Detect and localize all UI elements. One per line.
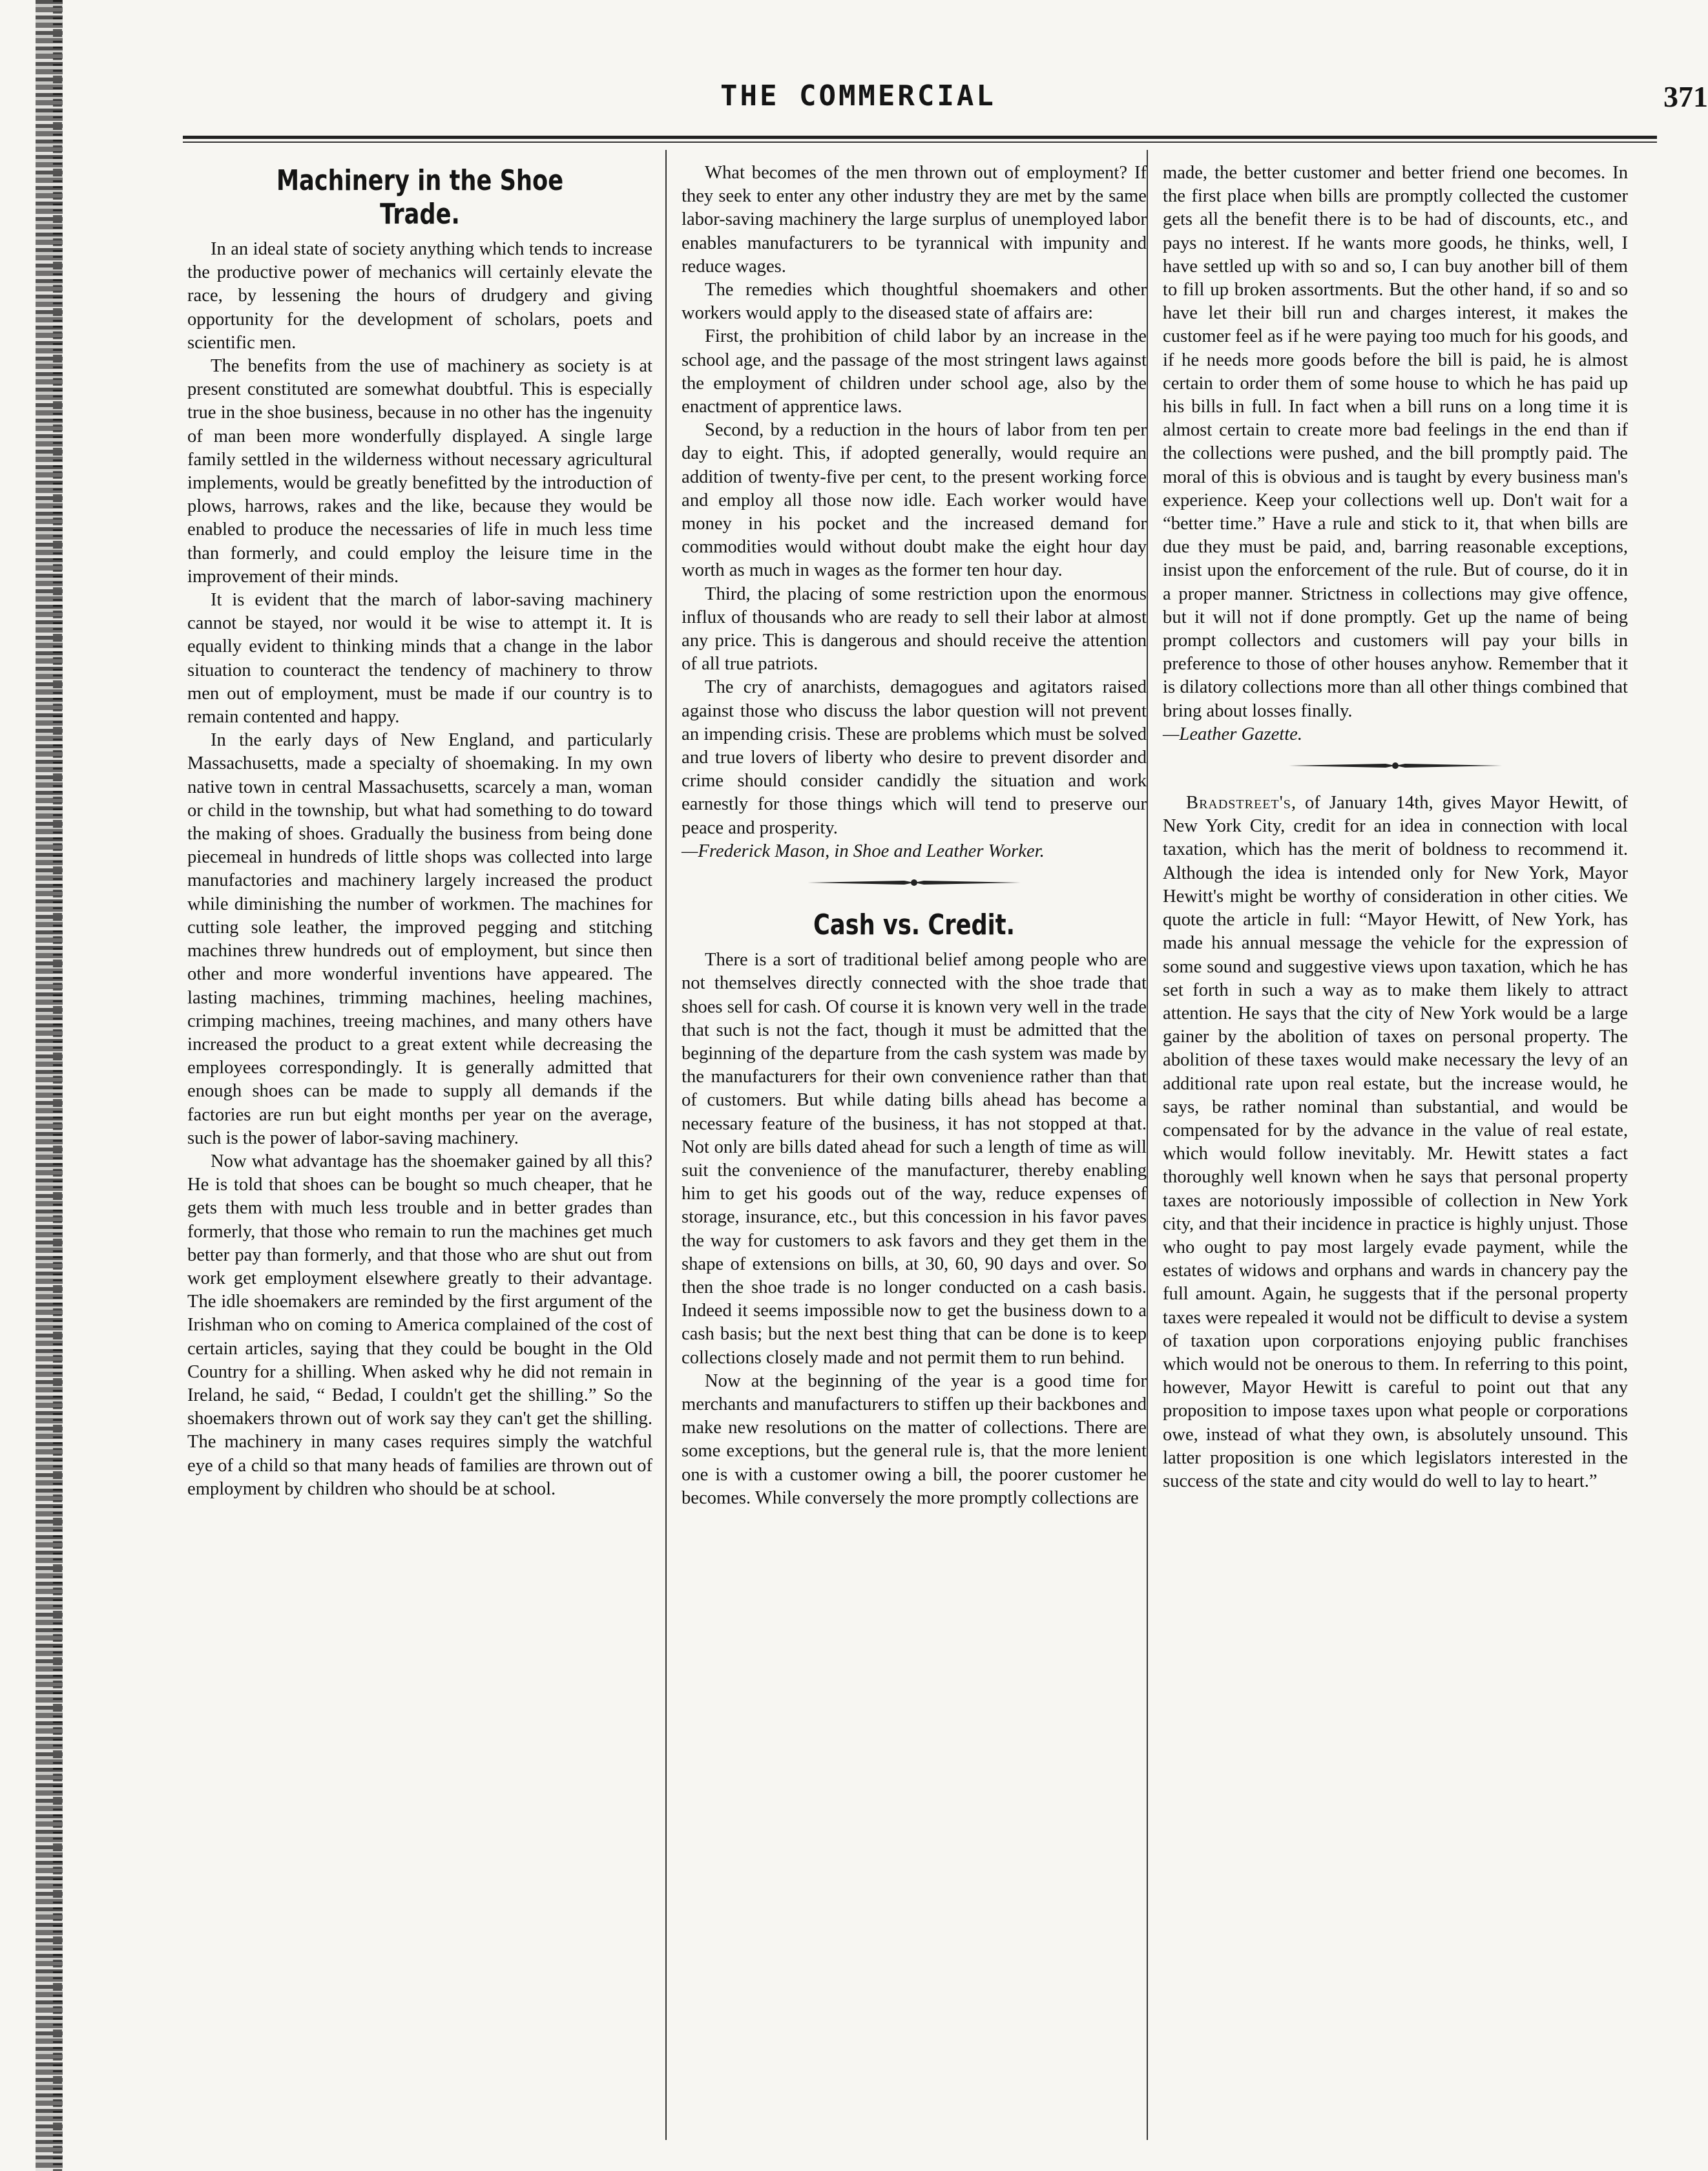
- ornament-rule-icon: [1289, 759, 1502, 772]
- column-1: [187, 162, 652, 1501]
- ornament-rule-icon: [807, 876, 1021, 889]
- scan-edge-texture: [53, 0, 62, 2171]
- paragraph: In an ideal state of society anything which tends to increase the productive power of mechanics will certainly elevate the race, by lessening the hours of drudgery and giving opportunity for the development of scholars, poets and scientific men.: [187, 239, 652, 353]
- header-rule: [183, 136, 1657, 143]
- section-separator: [1163, 759, 1628, 775]
- attribution: —Leather Gazette.: [1163, 724, 1303, 744]
- paragraph: Third, the placing of some restriction upon the enormous influx of thousands who are ready to sell their labor at almost any price. This is dangerous and should receive the attention of all true patriots.: [682, 583, 1147, 675]
- paragraph: First, the prohibition of child labor by an increase in the school age, and the passage of the most stringent laws against the employment of children under school age, also by the enactment of apprentice laws.: [682, 326, 1147, 417]
- paragraph: made, the better customer and better friend one becomes. In the first place when bills are promptly collected the customer gets all the benefit there is to be had of discounts, etc., and pays no interest. If he wants more goods, he thinks, well, I have settled up with so and so, I can buy another bill of them to fill up broken assortments. But the other hand, if so and so have let their bill run and charges interest, it makes the customer feel as if he were paying too much for his goods, and if he needs more goods before the bill is paid, he is almost certain to order them of some house to which he has paid up his bills in full. In fact when a bill runs on a long time it is almost certain to create more bad feelings in the end than if the collections were pushed, and the bill promptly paid. The moral of this is obvious and is taught by every business man's experience. Keep your collections well up. Don't wait for a “better time.” Have a rule and stick to it, that when bills are due they must be paid, and, barring reasonable exceptions, insist upon the enforcement of the rule. But of course, do it in a proper manner. Strictness in collections may give offence, but it will not if done promptly. Get up the name of being prompt collectors and customers will pay your bills in preference to those of other houses anyhow. Remember that it is dilatory collections more than all other things combined that bring about losses finally.: [1163, 163, 1628, 721]
- page-number: 371: [1663, 80, 1708, 113]
- headline-machinery: Machinery in the Shoe Trade.: [276, 164, 564, 231]
- column-divider-2: [1147, 150, 1148, 2140]
- paragraph: Now at the beginning of the year is a good time for merchants and manufacturers to stiffen up their backbones and make new resolutions on the matter of collections. There are some exceptions, but the general rule is, that the more lenient one is with a customer owing a bill, the poorer customer he becomes. While conversely the more promptly collections are: [682, 1370, 1147, 1508]
- column-3: [1163, 162, 1628, 1493]
- paragraph: The benefits from the use of machinery as society is at present constituted are somewhat doubtful. This is especially true in the shoe business, because in no other has the ingenuity of man been more wonderfully displayed. A single large family settled in the wilderness without necessary agricultural implements, would be greatly benefitted by the introduction of plows, harrows, rakes and the like, because they would be enabled to produce the necessaries of life in much less time than formerly, and could employ the leisure time in the improvement of their minds.: [187, 356, 652, 587]
- bradstreet-body: , of January 14th, gives Mayor Hewitt, of New York City, credit for an idea in connection with local taxation, which has the merit of boldness to recommend it. Although the idea is intended only for New York, Mayor Hewitt's might be worthy of consideration in other cities. We quote the article in full: “Mayor Hewitt, of New York, has made his annual message the vehicle for the expression of some sound and suggestive views upon taxation, which he has set forth in such a way as to make them likely to attract attention. He says that the city of New York would be a large gainer by the abolition of taxes on personal property. The abolition of these taxes would make necessary the levy of an additional rate upon real estate, but the increase would, he says, be rather nominal than substantial, and would be compensated for by the advance in the value of real estate, which would follow inevitably. Mr. Hewitt states a fact thoroughly well known when he says that personal property taxes are notoriously impossible of collection in New York city, and that their incidence in practice is highly unjust. Those who ought to pay most largely evade payment, while the estates of widows and orphans and wards in chancery pay the full amount. Again, he suggests that if the personal property taxes were repealed it would not be difficult to devise a system of taxation upon corporations enjoying public franchises which would not be onerous to them. In referring to this point, however, Mayor Hewitt is careful to point out that any proposition to impose taxes upon what people or corporations owe, instead of what they own, is absolutely unsound. This latter proposition is one which legislators interested in the success of the state and city would do well to lay to heart.”: [1163, 793, 1628, 1491]
- masthead-title: THE COMMERCIAL: [720, 79, 996, 112]
- column-divider-1: [665, 150, 667, 2140]
- paragraph: Now what advantage has the shoemaker gained by all this? He is told that shoes can be bought so much cheaper, that he gets them with much less trouble and in better grades than formerly, that those who remain to run the machines get much better pay than formerly, and that those who are shut out from work get employment elsewhere greatly to their advantage. The idle shoemakers are reminded by the first argument of the Irishman who on coming to America complained of the cost of certain articles, saying that they could be bought in the Old Country for a shilling. When asked why he did not remain in Ireland, he said, “ Bedad, I couldn't get the shilling.” So the shoemakers thrown out of work say they can't get the shilling. The machinery in many cases requires simply the watchful eye of a child so that many heads of families are thrown out of employment by children who should be at school.: [187, 1151, 652, 1499]
- page-header: [184, 76, 1708, 134]
- headline-cash-credit: Cash vs. Credit.: [813, 908, 1015, 942]
- paragraph: Second, by a reduction in the hours of labor from ten per day to eight. This, if adopted generally, would require an addition of twenty-five per cent, to the present working force and employ all those now idle. Each worker would have money in his pocket and the increased demand for commodities would without doubt make the eight hour day worth as much in wages as the former ten hour day.: [682, 420, 1147, 581]
- paragraph: There is a sort of traditional belief among people who are not themselves directly connected with the shoe trade that shoes sell for cash. Of course it is known very well in the trade that such is not the fact, though it must be admitted that the beginning of the departure from the cash system was made by the manufacturers for their own convenience rather than that of customers. But while dating bills ahead has become a necessary feature of the business, it has not stopped at that. Not only are bills dated ahead for such a length of time as will suit the convenience of the manufacturer, thereby enabling him to get his goods out of the way, reduce expenses of storage, insurance, etc., but this concession in his favor paves the way for customers to ask favors and they get them in the shape of extensions on bills, at 30, 60, 90 days and over. So then the shoe trade is no longer conducted on a cash basis. Indeed it seems impossible now to get the business down to a cash basis; but the next best thing that can be done is to keep collections closely made and not permit them to run behind.: [682, 950, 1147, 1368]
- paragraph: It is evident that the march of labor-saving machinery cannot be stayed, nor would it be wise to attempt it. It is equally evident to thinking minds that a change in the labor situation to counteract the tendency of machinery to throw men out of employment, must be made if our country is to remain contented and happy.: [187, 590, 652, 728]
- bradstreet-lead: Bradstreet's: [1186, 793, 1291, 813]
- column-2: [682, 162, 1147, 1510]
- section-separator: [682, 876, 1147, 892]
- paragraph: What becomes of the men thrown out of employment? If they seek to enter any other industry they are met by the same labor-saving machinery the large surplus of unemployed labor enables manufacturers to be tyrannical with impunity and reduce wages.: [682, 163, 1147, 277]
- paragraph-bradstreet: [1163, 792, 1628, 1493]
- paragraph: The cry of anarchists, demagogues and agitators raised against those who discuss the labor question will not prevent an impending crisis. These are problems which must be solved and true lovers of liberty who desire to prevent disorder and crime should consider candidly the situation and work earnestly for those things which will tend to preserve our peace and prosperity.: [682, 677, 1147, 838]
- paragraph: In the early days of New England, and particularly Massachusetts, made a specialty of shoemaking. In my own native town in central Massachusetts, scarcely a man, woman or child in the township, but what had something to do toward the making of shoes. Gradually the business from being done piecemeal in hundreds of little shops was collected into large manufactories and machinery largely increased the product while diminishing the number of workmen. The machines for cutting sole leather, the improved pegging and stitching machines threw hundreds out of employment, but since then other and more wonderful inventions have appeared. The lasting machines, trimming machines, heeling machines, crimping machines, treeing machines, and many others have increased the product to a great extent while decreasing the employees correspondingly. It is generally admitted that enough shoes can be made to supply all demands if the factories are run but eight months per year on the average, such is the power of labor-saving machinery.: [187, 730, 652, 1148]
- attribution: —Frederick Mason, in Shoe and Leather Worker.: [682, 841, 1045, 861]
- paragraph: The remedies which thoughtful shoemakers and other workers would apply to the diseased state of affairs are:: [682, 280, 1147, 324]
